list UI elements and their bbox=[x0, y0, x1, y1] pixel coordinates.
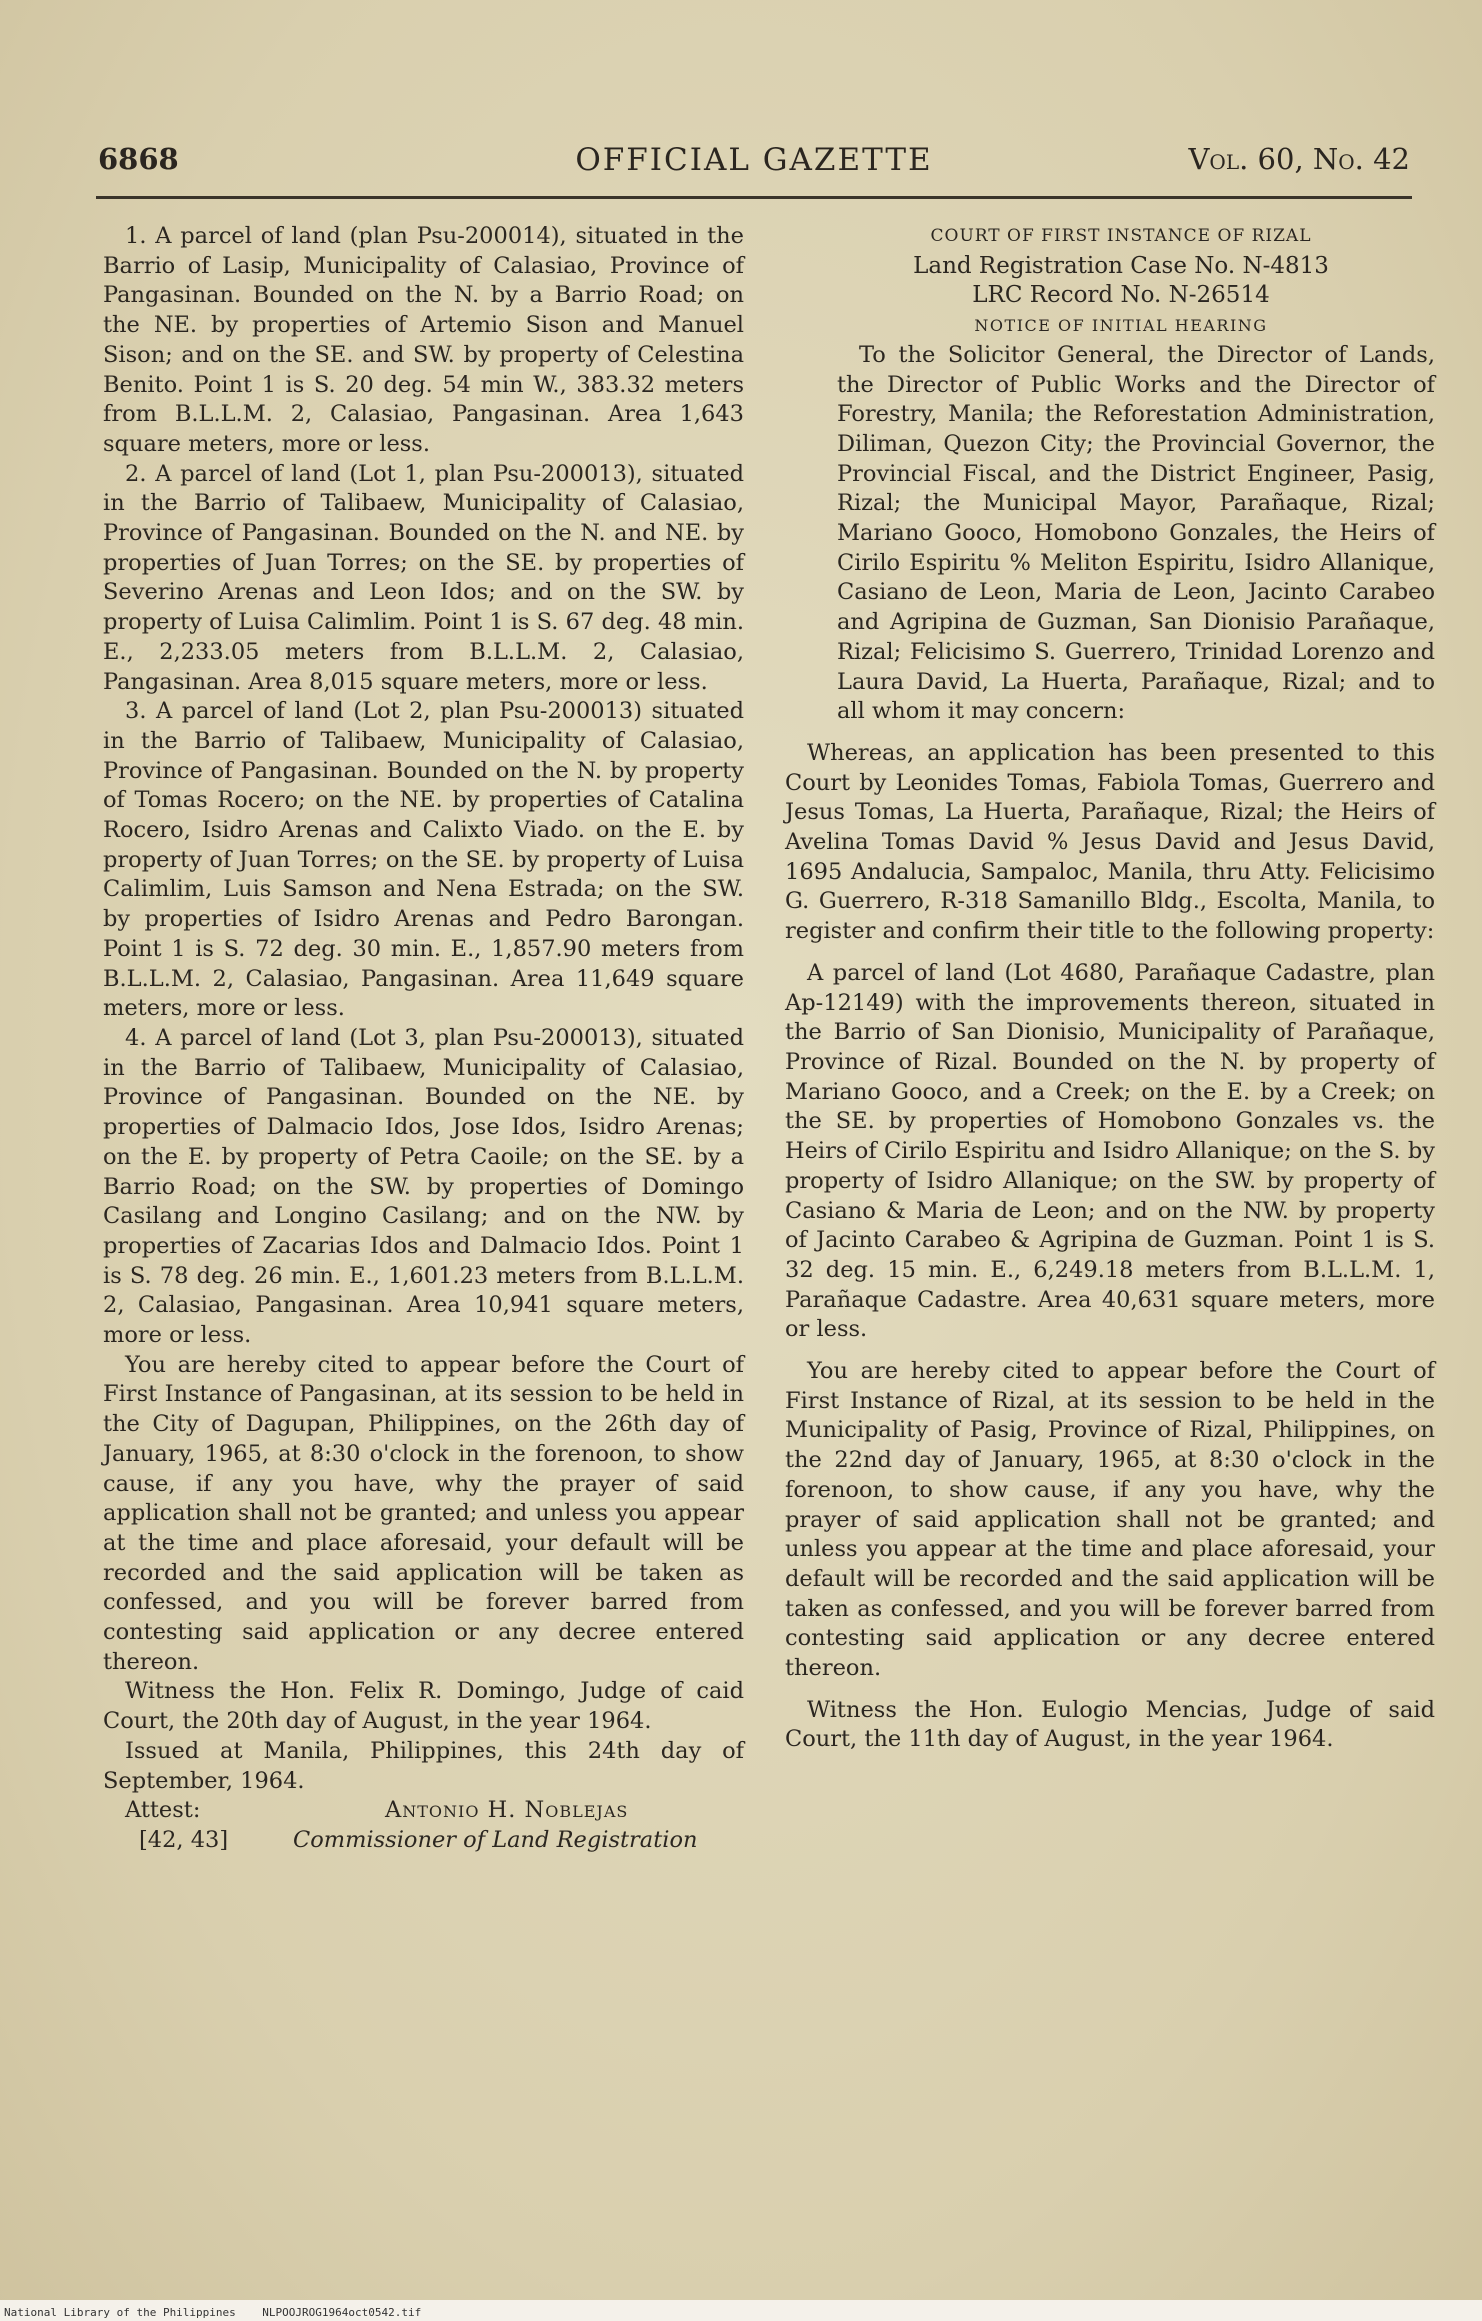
parcel-item-4: 4. A parcel of land (Lot 3, plan Psu-200013), situated in the Barrio of Talibaew, Municipality of Calasiao, Province of Pangasinan. Bounded on the NE. by properties of Dalmacio Idos, Jose Idos, Isidro Arenas; on the E. by property of Petra Caoile; on the SE. by a Barrio Road; on the SW. by properties of Domingo Casilang and Longino Casilang; and on the NW. by properties of Zacarias Idos and Dalmacio Idos. Point 1 is S. 78 deg. 26 min. E., 1,601.23 meters from B.L.L.M. 2, Calasiao, Pangasinan. Area 10,941 square meters, more or less. bbox=[103, 1024, 744, 1349]
parcel-item-3: 3. A parcel of land (Lot 2, plan Psu-200013) situated in the Barrio of Talibaew, Municipality of Calasiao, Province of Pangasinan. Bounded on the N. by property of Tomas Rocero; on the NE. by properties of Catalina Rocero, Isidro Arenas and Calixto Viado. on the E. by property of Juan Torres; on the SE. by property of Luisa Calimlim, Luis Samson and Nena Estrada; on the SW. by properties of Isidro Arenas and Pedro Barongan. Point 1 is S. 72 deg. 30 min. E., 1,857.90 meters from B.L.L.M. 2, Calasiao, Pangasinan. Area 11,649 square meters, more or less. bbox=[103, 698, 744, 1022]
signatory-title: Commissioner of Land Registration bbox=[293, 1827, 698, 1854]
scan-filename: NLPOOJROG1964oct0542.tif bbox=[262, 2306, 422, 2319]
left-column bbox=[103, 222, 744, 1856]
addressee-paragraph: To the Solicitor General, the Director of Lands, the Director of Public Works and the Director of Forestry, Manila; the Reforestation Administration, Diliman, Quezon City; the Provincial Governor, the Provincial Fiscal, and the District Engineer, Pasig, Rizal; the Municipal Mayor, Parañaque, Rizal; Mariano Gooco, Homobono Gonzales, the Heirs of Cirilo Espiritu % Meliton Espiritu, Isidro Allanique, Casiano de Leon, Maria de Leon, Jacinto Carabeo and Agripina de Guzman, San Dionisio Parañaque, Rizal; Felicisimo S. Guerrero, Trinidad Lorenzo and Laura David, La Huerta, Parañaque, Rizal; and to all whom it may concern: bbox=[837, 341, 1435, 725]
whereas-paragraph: Whereas, an application has been presented to this Court by Leonides Tomas, Fabiola Tomas, Guerrero and Jesus Tomas, La Huerta, Parañaque, Rizal; the Heirs of Avelina Tomas David % Jesus David and Jesus David, 1695 Andalucia, Sampaloc, Manila, thru Atty. Felicisimo G. Guerrero, R-318 Samanillo Bldg., Escolta, Manila, to register and confirm their title to the following property: bbox=[785, 739, 1435, 945]
attest-label: Attest: bbox=[125, 1797, 201, 1824]
attest-signatory: Antonio H. Noblejas bbox=[385, 1797, 629, 1824]
citation-paragraph-right: You are hereby cited to appear before the Court of First Instance of Rizal, at its session to be held in the Municipality of Pasig, Province of Rizal, Philippines, on the 22nd day of January, 1965, at 8:30 o'clock in the forenoon, to show cause, if any you have, why the prayer of said application shall not be granted; and unless you appear at the time and place aforesaid, your default will be recorded and the said application will be taken as confessed, and you will be forever barred from contesting said application or any decree entered thereon. bbox=[785, 1358, 1435, 1682]
volume-number: Vol. 60, No. 42 bbox=[1188, 142, 1410, 176]
issue-reference: [42, 43] bbox=[139, 1827, 229, 1854]
court-heading: COURT OF FIRST INSTANCE OF RIZAL bbox=[930, 226, 1312, 246]
scan-footer bbox=[4, 2306, 421, 2319]
lrc-record-number: LRC Record No. N-26514 bbox=[972, 282, 1270, 309]
witness-paragraph: Witness the Hon. Felix R. Domingo, Judge of caid Court, the 20th day of August, in the year 1964. bbox=[103, 1678, 744, 1735]
parcel-description: A parcel of land (Lot 4680, Parañaque Cadastre, plan Ap-12149) with the improvements thereon, situated in the Barrio of San Dionisio, Municipality of Parañaque, Province of Rizal. Bounded on the N. by property of Mariano Gooco, and a Creek; on the E. by a Creek; on the SE. by properties of Homobono Gonzales vs. the Heirs of Cirilo Espiritu and Isidro Allanique; on the S. by property of Isidro Allanique; on the SW. by property of Casiano & Maria de Leon; and on the NW. by property of Jacinto Carabeo & Agripina de Guzman. Point 1 is S. 32 deg. 15 min. E., 6,249.18 meters from B.L.L.M. 1, Parañaque Cadastre. Area 40,631 square meters, more or less. bbox=[785, 959, 1435, 1343]
page-number: 6868 bbox=[98, 142, 179, 176]
issued-paragraph: Issued at Manila, Philippines, this 24th day of September, 1964. bbox=[103, 1737, 744, 1794]
attest-row bbox=[103, 1796, 744, 1826]
header-rule bbox=[96, 196, 1412, 199]
citation-paragraph: You are hereby cited to appear before the Court of First Instance of Pangasinan, at its session to be held in the City of Dagupan, Philippines, on the 26th day of January, 1965, at 8:30 o'clock in the forenoon, to show cause, if any you have, why the prayer of said application shall not be granted; and unless you appear at the time and place aforesaid, your default will be recorded and the said application will be taken as confessed, and you will be forever barred from contesting said application or any decree entered thereon. bbox=[103, 1351, 744, 1675]
notice-heading: NOTICE OF INITIAL HEARING bbox=[974, 316, 1268, 336]
library-credit: National Library of the Philippines bbox=[4, 2306, 236, 2319]
reference-row bbox=[103, 1826, 744, 1856]
page-header bbox=[98, 142, 1410, 188]
right-column bbox=[785, 222, 1435, 1755]
witness-paragraph-right: Witness the Hon. Eulogio Mencias, Judge of said Court, the 11th day of August, in the year 1964. bbox=[785, 1696, 1435, 1753]
publication-title: OFFICIAL GAZETTE bbox=[575, 142, 933, 178]
case-number: Land Registration Case No. N-4813 bbox=[913, 252, 1329, 279]
parcel-item-2: 2. A parcel of land (Lot 1, plan Psu-200013), situated in the Barrio of Talibaew, Municipality of Calasiao, Province of Pangasinan. Bounded on the N. and NE. by properties of Juan Torres; on the SE. by properties of Severino Arenas and Leon Idos; and on the SW. by property of Luisa Calimlim. Point 1 is S. 67 deg. 48 min. E., 2,233.05 meters from B.L.L.M. 2, Calasiao, Pangasinan. Area 8,015 square meters, more or less. bbox=[103, 460, 744, 695]
parcel-item-1: 1. A parcel of land (plan Psu-200014), situated in the Barrio of Lasip, Municipality of Calasiao, Province of Pangasinan. Bounded on the N. by a Barrio Road; on the NE. by properties of Artemio Sison and Manuel Sison; and on the SE. and SW. by property of Celestina Benito. Point 1 is S. 20 deg. 54 min W., 383.32 meters from B.L.L.M. 2, Calasiao, Pangasinan. Area 1,643 square meters, more or less. bbox=[103, 223, 744, 457]
